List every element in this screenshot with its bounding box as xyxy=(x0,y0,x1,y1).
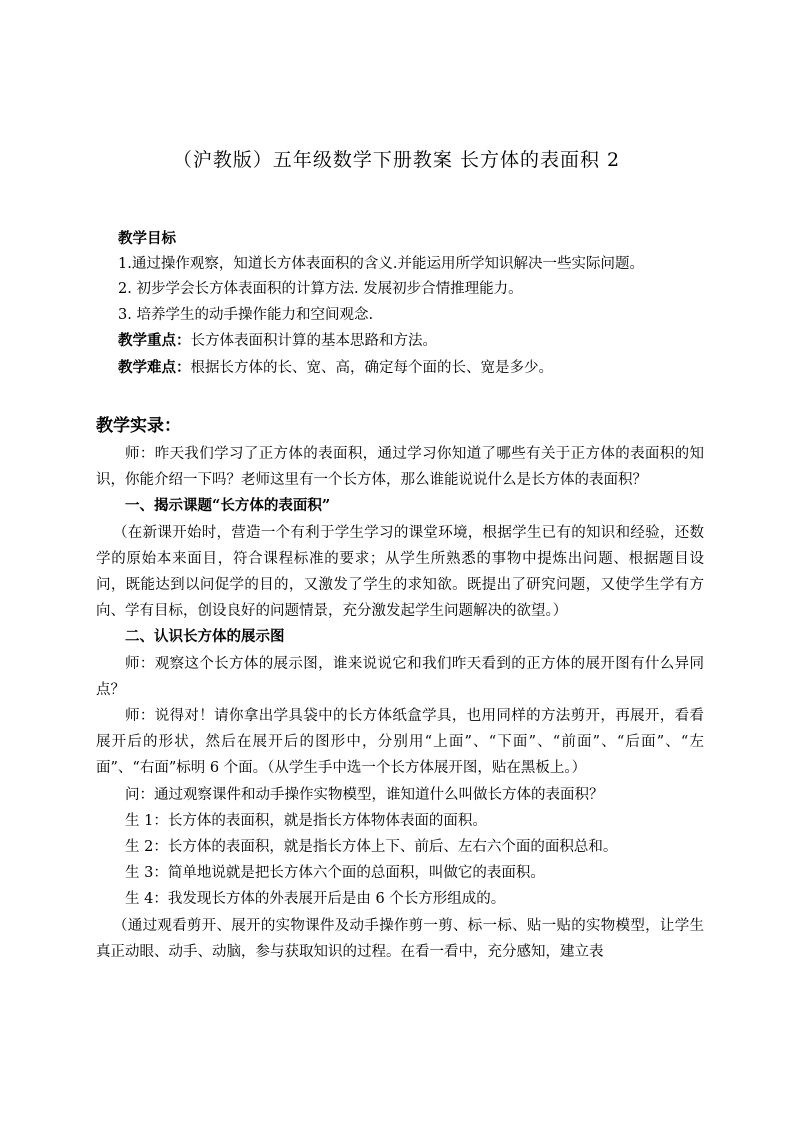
difficulty-point xyxy=(118,355,718,382)
difficulty-label: 教学难点： xyxy=(118,358,191,376)
closing-note: （通过观看剪开、展开的实物课件及动手操作剪一剪、标一标、贴一贴的实物模型，让学生真正动眼、动手、动脑，参与获取知识的过程。在看一看中，充分感知，建立表 xyxy=(96,917,704,960)
student-answer-1: 生 1：长方体的表面积，就是指长方体物体表面的面积。 xyxy=(125,812,487,829)
document-title: （沪教版）五年级数学下册教案 长方体的表面积 2 xyxy=(172,149,621,171)
teaching-record-section xyxy=(96,412,704,965)
difficulty-text: 根据长方体的长、宽、高，确定每个面的长、宽是多少。 xyxy=(190,359,553,376)
record-heading: 教学实录： xyxy=(96,416,181,436)
teacher-remark-2: 师：说得对！请你拿出学具袋中的长方体纸盒学具，也用同样的方法剪开，再展开，看看展开后的形状，然后在展开后的图形中，分别用“上面”、“下面”、“前面”、“后面”、“左面”、“右面”标明 6 个面。（从学生手中选一个长方体展开图，贴在黑板上。） xyxy=(96,708,704,777)
key-point-text: 长方体表面积计算的基本思路和方法。 xyxy=(190,333,437,349)
section-2-title: 二、认识长方体的展示图 xyxy=(125,628,285,646)
goal-item-2: 2. 初步学会长方体表面积的计算方法. 发展初步合情推理能力。 xyxy=(118,281,523,297)
key-point-label: 教学重点： xyxy=(118,332,191,349)
goal-item-1: 1.通过操作观察，知道长方体表面积的含义.并能运用所学知识解决一些实际问题。 xyxy=(118,255,644,272)
goals-heading: 教学目标 xyxy=(118,230,176,247)
goal-item-3: 3. 培养学生的动手操作能力和空间观念. xyxy=(118,306,374,323)
section-1-note: （在新课开始时，营造一个有利于学生学习的课堂环境，根据学生已有的知识和经验，还数学的原始本来面目，符合课程标准的要求；从学生所熟悉的事物中提炼出问题、根据题目设问，既能达到以问促学的目的，又激发了学生的求知欲。既提出了研究问题，又使学生学有方向、学有目标，创设良好的问题情景，充分激发起学生问题解决的欲望。） xyxy=(96,524,704,620)
section-1-title: 一、揭示课题“长方体的表面积” xyxy=(125,497,331,515)
teacher-question: 问：通过观察课件和动手操作实物模型，谁知道什么叫做长方体的表面积？ xyxy=(125,786,604,803)
student-answer-3: 生 3：简单地说就是把长方体六个面的总面积，叫做它的表面积。 xyxy=(125,865,545,882)
teacher-remark-1: 师：观察这个长方体的展示图，谁来说说它和我们昨天看到的正方体的展开图有什么异同点？ xyxy=(96,655,704,698)
record-intro: 师：昨天我们学习了正方体的表面积，通过学习你知道了哪些有关于正方体的表面积的知识，你能介绍一下吗？老师这里有一个长方体，那么谁能说说什么是长方体的表面积？ xyxy=(96,446,704,489)
key-point xyxy=(118,328,718,355)
student-answer-4: 生 4：我发现长方体的外表展开后是由 6 个长方形组成的。 xyxy=(125,891,506,908)
student-answer-2: 生 2：长方体的表面积，就是指长方体上下、前后、左右六个面的面积总和。 xyxy=(125,839,618,856)
teaching-goals-section xyxy=(118,226,718,381)
